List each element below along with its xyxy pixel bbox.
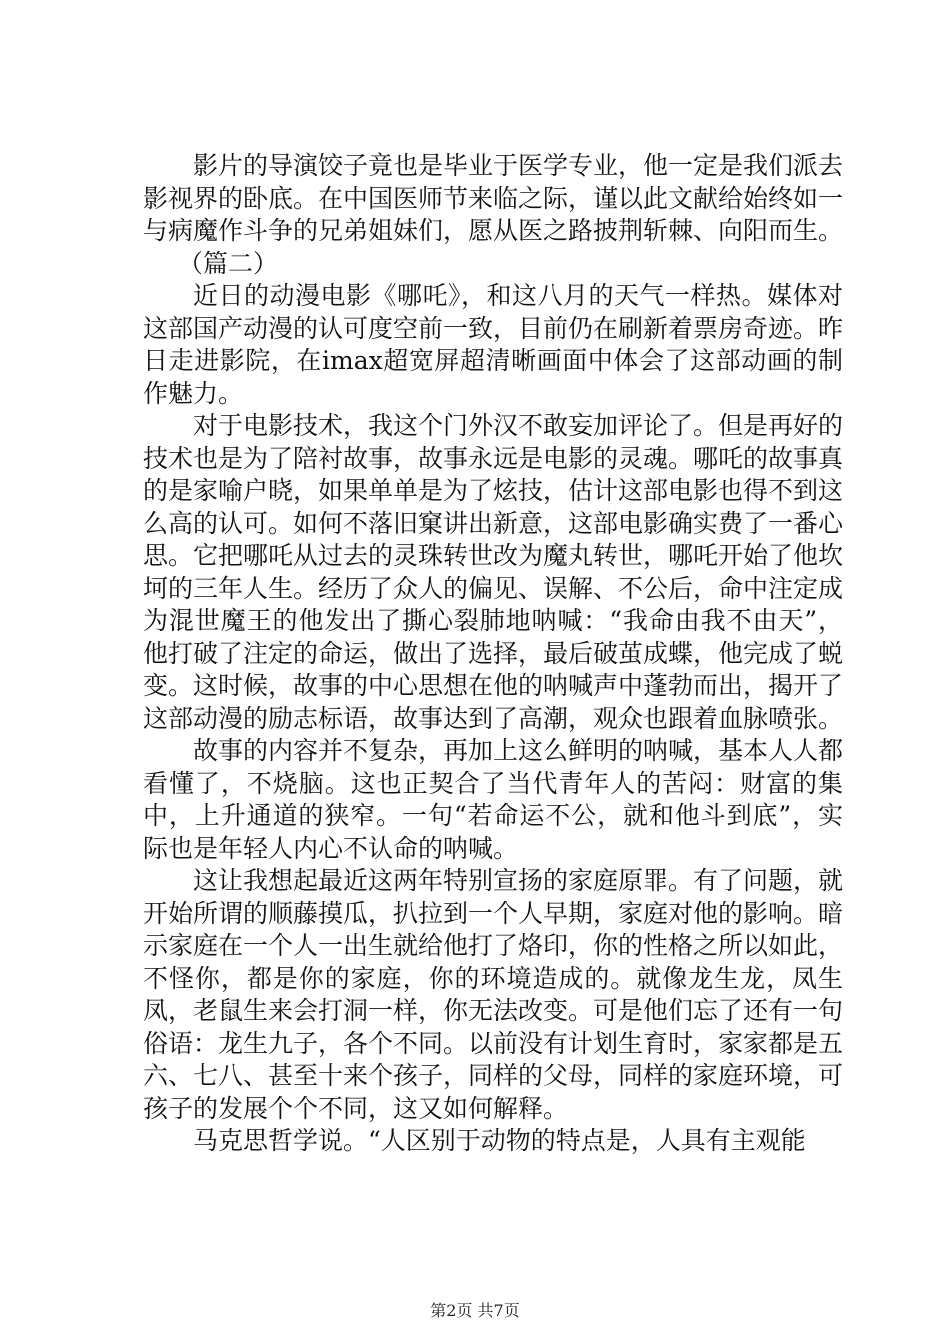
paragraph-story-content: 故事的内容并不复杂，再加上这么鲜明的呐喊，基本人人都看懂了，不烧脑。这也正契合了当代青年人的苦闷：财富的集中，上升通道的狭窄。一句“若命运不公，就和他斗到底”，实际也是年轻人内心不认命的呐喊。 (143, 736, 844, 863)
section-heading: （篇二） (178, 248, 279, 278)
paragraph-film-story: 对于电影技术，我这个门外汉不敢妄加评论了。但是再好的技术也是为了陪衬故事，故事永远是电影的灵魂。哪吒的故事真的是家喻户晓，如果单单是为了炫技，估计这部电影也得不到这么高的认可。如何不落旧窠讲出新意，这部电影确实费了一番心思。它把哪吒从过去的灵珠转世改为魔丸转世，哪吒开始了他坎坷的三年人生。经历了众人的偏见、误解、不公后，命中注定成为混世魔王的他发出了撕心裂肺地呐喊：“我命由我不由天”，他打破了注定的命运，做出了选择，最后破茧成蝶，他完成了蜕变。这时候，故事的中心思想在他的呐喊声中蓬勃而出，揭开了这部动漫的励志标语，故事达到了高潮，观众也跟着血脉喷张。 (143, 411, 844, 733)
paragraph-marx-philosophy: 马克思哲学说。“人区别于动物的特点是，人具有主观能 (193, 1126, 806, 1155)
paragraph-director-note: 影片的导演饺子竟也是毕业于医学专业，他一定是我们派去影视界的卧底。在中国医师节来临之际，谨以此文献给始终如一与病魔作斗争的兄弟姐妹们，愿从医之路披荆斩棘、向阳而生。 (143, 151, 844, 245)
document-body (143, 150, 843, 1158)
page-footer: 第2页 共7页 (430, 1301, 520, 1320)
paragraph-family-original-sin: 这让我想起最近这两年特别宣扬的家庭原罪。有了问题，就开始所谓的顺藤摸瓜，扒拉到一个人早期，家庭对他的影响。暗示家庭在一个人一出生就给他打了烙印，你的性格之所以如此，不怪你，都是你的家庭，你的环境造成的。就像龙生龙，凤生凤，老鼠生来会打洞一样，你无法改变。可是他们忘了还有一句俗语：龙生九子，各个不同。以前没有计划生育时，家家都是五六、七八、甚至十来个孩子，同样的父母，同样的家庭环境，可孩子的发展个个不同，这又如何解释。 (143, 866, 844, 1123)
paragraph-nezha-intro: 近日的动漫电影《哪吒》，和这八月的天气一样热。媒体对这部国产动漫的认可度空前一致，目前仍在刷新着票房奇迹。昨日走进影院，在imax超宽屏超清晰画面中体会了这部动画的制作魅力。 (143, 281, 844, 408)
